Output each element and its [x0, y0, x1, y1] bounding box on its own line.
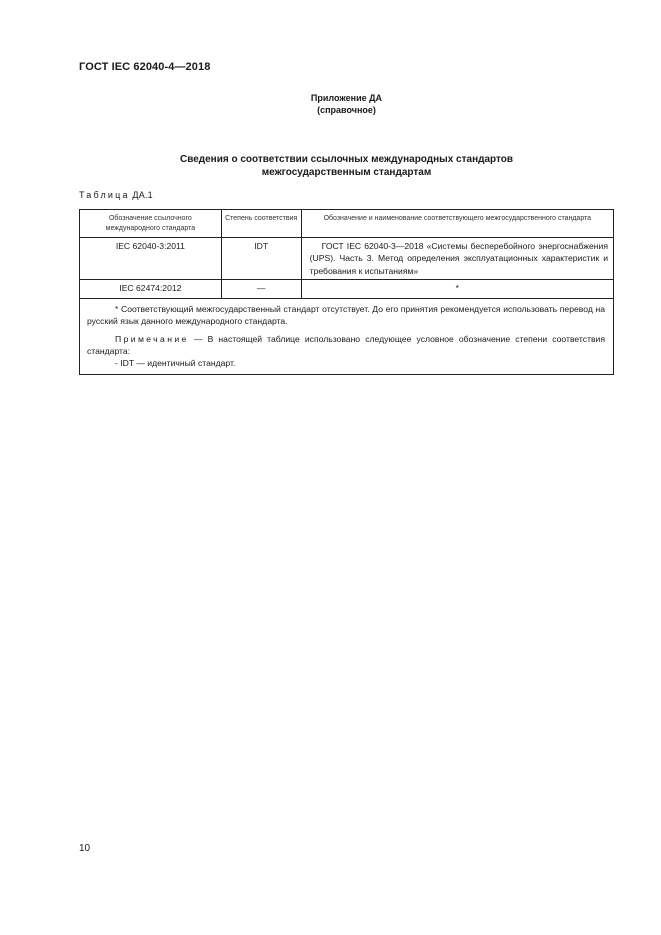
cell-intl-standard: IEC 62040-3:2011 [80, 238, 222, 280]
note-text: — В настоящей таблице использовано следующее условное обозначение степени соответствия стандарта: [87, 333, 605, 356]
table-caption-id: ДА.1 [132, 190, 153, 200]
cell-interstate-standard: * [301, 280, 613, 299]
table-caption [79, 190, 153, 200]
annex-subtitle: (справочное) [317, 105, 376, 115]
note-paragraph [87, 333, 605, 358]
column-header-interstate-standard: Обозначение и наименование соответствующего межгосударственного стандарта [301, 210, 613, 238]
cell-interstate-standard-text: ГОСТ IEC 62040-3—2018 «Системы бесперебойного энергоснабжения (UPS). Часть 3. Метод определения эксплуатационных характеристик и требования к испытаниям» [309, 241, 608, 276]
table-footnote-row [80, 299, 614, 375]
note-item [87, 357, 605, 369]
cell-degree: IDT [221, 238, 301, 280]
annex-heading [0, 92, 661, 116]
table-footnote-cell [80, 299, 614, 375]
table-row [80, 280, 614, 299]
footnote-paragraph [87, 303, 605, 328]
column-header-intl-standard: Обозначение ссылочного международного стандарта [80, 210, 222, 238]
note-label: Примечание [115, 333, 189, 344]
note-item-text: - IDT — идентичный стандарт. [115, 358, 236, 369]
section-title-line-1: Сведения о соответствии ссылочных международных стандартов [179, 154, 514, 165]
column-header-degree: Степень соответствия [221, 210, 301, 238]
table-row [80, 238, 614, 280]
cell-interstate-standard [301, 238, 613, 280]
section-title [0, 153, 661, 179]
section-title-line-2: межгосударственным стандартам [261, 167, 432, 178]
correspondence-table [79, 209, 614, 375]
annex-title: Приложение ДА [310, 93, 383, 103]
table-caption-prefix: Таблица [79, 190, 130, 200]
table-header-row [80, 210, 614, 238]
standard-code-header: ГОСТ IEC 62040-4—2018 [79, 61, 211, 73]
cell-degree: — [221, 280, 301, 299]
page-number: 10 [79, 843, 91, 854]
cell-intl-standard: IEC 62474:2012 [80, 280, 222, 299]
footnote-text: * Соответствующий межгосударственный стандарт отсутствует. До его принятия рекомендуется использовать перевод на русский язык данного международного стандарта. [87, 304, 605, 327]
